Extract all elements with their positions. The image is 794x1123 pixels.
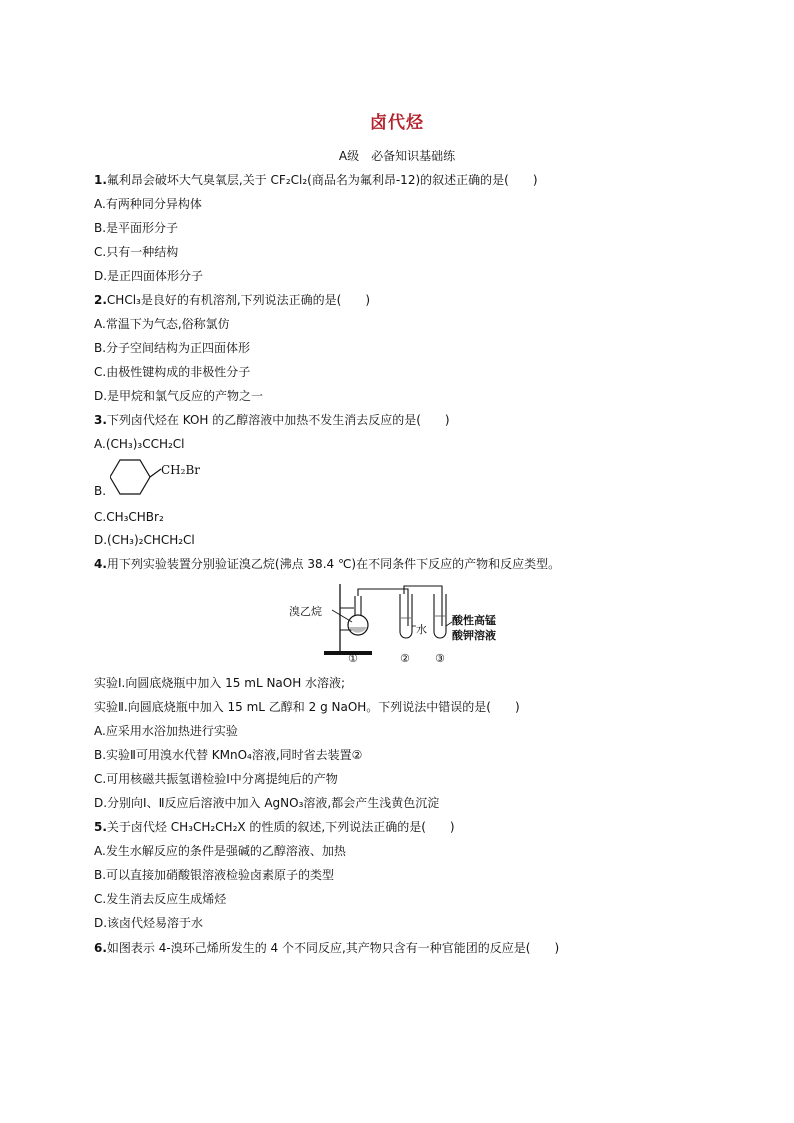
option-d: D.该卤代烃易溶于水 [94,916,204,930]
option-b-label: B. [94,484,107,498]
question-stem: 用下列实验装置分别验证溴乙烷(沸点 38.4 ℃)在不同条件下反应的产物和反应类型。 [106,557,561,571]
section-heading: A级 必备知识基础练 [338,149,456,163]
question-1 [94,172,538,188]
option-c: C.发生消去反应生成烯烃 [94,892,227,906]
question-number: 5. [94,820,107,834]
experiment-2: 实验Ⅱ.向圆底烧瓶中加入 15 mL 乙醇和 2 g NaOH。下列说法中错误的是( ) [94,700,520,714]
option-a: A.(CH₃)₃CCH₂Cl [94,437,185,451]
option-a: A.应采用水浴加热进行实验 [94,724,238,738]
option-a: A.常温下为气态,俗称氯仿 [94,317,230,331]
option-d: D.(CH₃)₂CHCH₂Cl [94,533,195,547]
question-5 [94,819,455,835]
option-c: C.CH₃CHBr₂ [94,510,164,524]
apparatus-number-1: ① [348,652,358,665]
question-6 [94,940,559,956]
question-number: 6. [94,941,107,955]
question-3 [94,412,450,428]
option-d: D.分别向Ⅰ、Ⅱ反应后溶液中加入 AgNO₃溶液,都会产生浅黄色沉淀 [94,796,440,810]
option-c: C.由极性键构成的非极性分子 [94,365,251,379]
question-2 [94,292,370,308]
label-kmno4-line1: 酸性高锰 [452,614,496,627]
question-stem: CHCl₃是良好的有机溶剂,下列说法正确的是( ) [106,293,371,307]
question-stem: 关于卤代烃 CH₃CH₂CH₂X 的性质的叙述,下列说法正确的是( ) [106,820,455,834]
apparatus-number-3: ③ [435,652,445,665]
question-number: 1. [94,173,107,187]
page-title: 卤代烃 [370,113,424,133]
question-stem: 如图表示 4-溴环己烯所发生的 4 个不同反应,其产物只含有一种官能团的反应是( ) [106,941,560,955]
question-number: 4. [94,557,107,571]
option-b: B.可以直接加硝酸银溶液检验卤素原子的类型 [94,868,335,882]
label-kmno4-line2: 酸钾溶液 [452,629,496,642]
option-d: D.是甲烷和氯气反应的产物之一 [94,389,264,403]
ch2br-group: CH₂Br [161,463,201,477]
question-4 [94,556,560,572]
question-stem: 下列卤代烃在 KOH 的乙醇溶液中加热不发生消去反应的是( ) [106,413,450,427]
option-a: A.发生水解反应的条件是强碱的乙醇溶液、加热 [94,844,346,858]
option-c: C.只有一种结构 [94,245,179,259]
label-water: 水 [416,623,427,636]
question-number: 3. [94,413,107,427]
cyclohexane-ring-icon [110,457,162,497]
option-b: B.实验Ⅱ可用溴水代替 KMnO₄溶液,同时省去装置② [94,748,363,762]
option-d: D.是正四面体形分子 [94,269,204,283]
label-flask: 溴乙烷 [289,605,322,618]
option-b: B.是平面形分子 [94,221,179,235]
option-a: A.有两种同分异构体 [94,197,202,211]
question-number: 2. [94,293,107,307]
option-b: B.分子空间结构为正四面体形 [94,341,251,355]
option-c: C.可用核磁共振氢谱检验Ⅰ中分离提纯后的产物 [94,772,338,786]
apparatus-number-2: ② [400,652,410,665]
experiment-1: 实验Ⅰ.向圆底烧瓶中加入 15 mL NaOH 水溶液; [94,676,346,690]
question-stem: 氟利昂会破坏大气臭氧层,关于 CF₂Cl₂(商品名为氟利昂-12)的叙述正确的是( ) [106,173,538,187]
apparatus-diagram [288,582,508,672]
